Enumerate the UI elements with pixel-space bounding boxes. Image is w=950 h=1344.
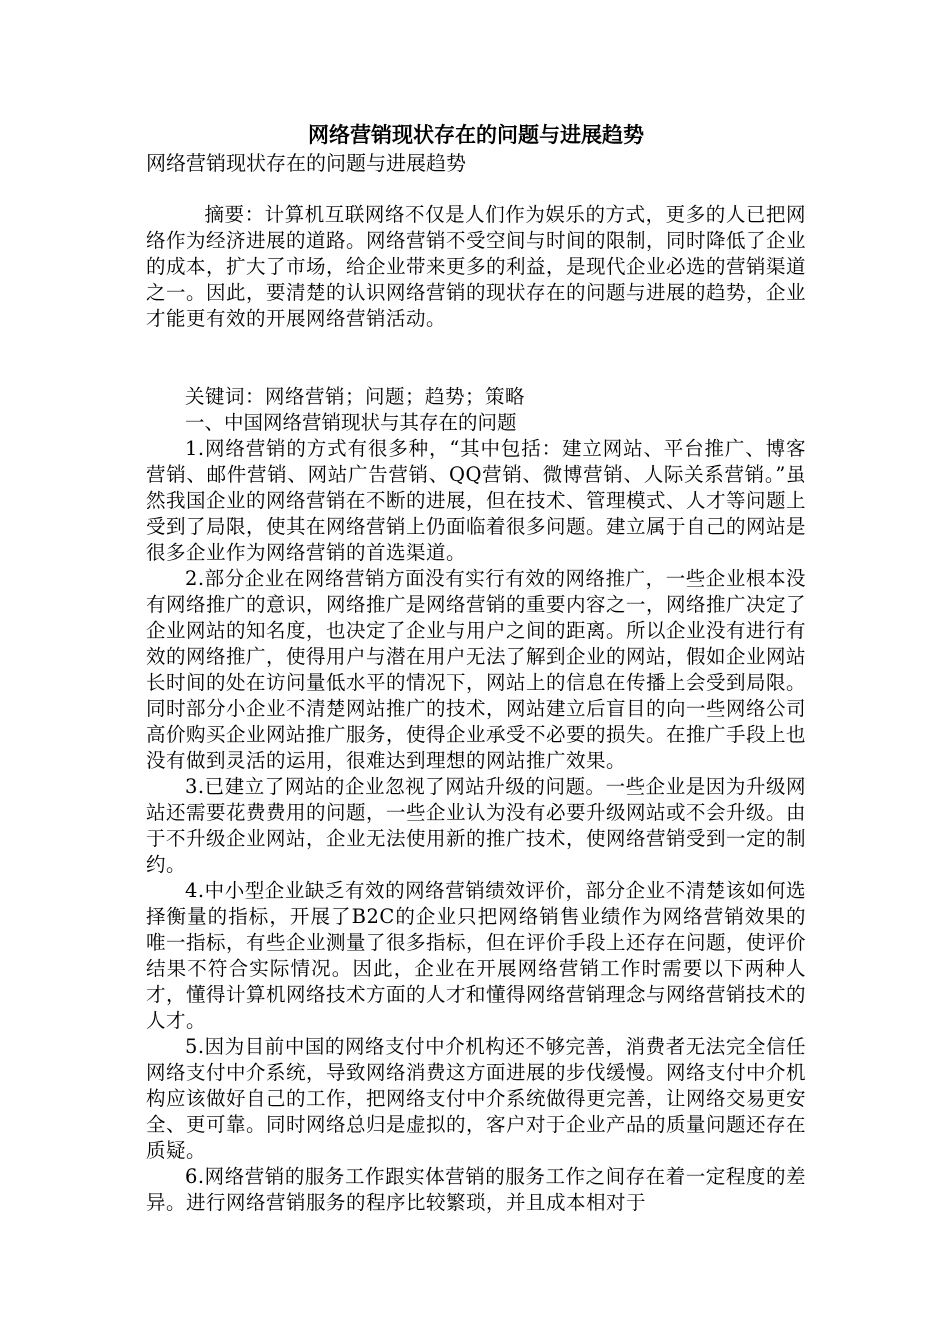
- body-paragraph-5: 5.因为目前中国的网络支付中介机构还不够完善，消费者无法完全信任网络支付中介系统，导致网络消费这方面进展的步伐缓慢。网络支付中介机构应该做好自己的工作，把网络支付中介系统做得更完善，让网络交易更安全、更可靠。同时网络总归是虚拟的，客户对于企业产品的质量问题还存在质疑。: [146, 1035, 807, 1162]
- body-paragraph-6: 6.网络营销的服务工作跟实体营销的服务工作之间存在着一定程度的差异。进行网络营销服务的程序比较繁琐，并且成本相对于: [146, 1165, 806, 1214]
- body-paragraph-3: 3.已建立了网站的企业忽视了网站升级的问题。一些企业是因为升级网站还需要花费费用的问题，一些企业认为没有必要升级网站或不会升级。由于不升级企业网站，企业无法使用新的推广技术，使网络营销受到一定的制约。: [146, 775, 807, 876]
- document-page: [146, 120, 806, 1216]
- keywords-line: 关键词：网络营销；问题；趋势；策略: [185, 385, 526, 408]
- section-heading-1: 一、中国网络营销现状与其存在的问题: [185, 411, 517, 434]
- body-paragraph-4: 4.中小型企业缺乏有效的网络营销绩效评价，部分企业不清楚该如何选择衡量的指标，开展了B2C的企业只把网络销售业绩作为网络营销效果的唯一指标，有些企业测量了很多指标，但在评价手段上还存在问题，使评价结果不符合实际情况。因此，企业在开展网络营销工作时需要以下两种人才，懂得计算机网络技术方面的人才和懂得网络营销理念与网络营销技术的人才。: [146, 879, 807, 1032]
- body-paragraph-1: 1.网络营销的方式有很多种，“其中包括：建立网站、平台推广、博客营销、邮件营销、网站广告营销、QQ营销、微博营销、人际关系营销。”虽然我国企业的网络营销在不断的进展，但在技术、管理模式、人才等问题上受到了局限，使其在网络营销上仍面临着很多问题。建立属于自己的网站是很多企业作为网络营销的首选渠道。: [146, 437, 807, 564]
- body-paragraph-2: 2.部分企业在网络营销方面没有实行有效的网络推广，一些企业根本没有网络推广的意识，网络推广是网络营销的重要内容之一，网络推广决定了企业网站的知名度，也决定了企业与用户之间的距离。所以企业没有进行有效的网络推广，使得用户与潜在用户无法了解到企业的网站，假如企业网站长时间的处在访问量低水平的情况下，网站上的信息在传播上会受到局限。同时部分小企业不清楚网站推广的技术，网站建立后盲目的向一些网络公司高价购买企业网站推广服务，使得企业承受不必要的损失。在推广手段上也没有做到灵活的运用，很难达到理想的网站推广效果。: [146, 567, 807, 772]
- abstract-paragraph: 摘要：计算机互联网络不仅是人们作为娱乐的方式，更多的人已把网络作为经济进展的道路。网络营销不受空间与时间的限制，同时降低了企业的成本，扩大了市场，给企业带来更多的利益，是现代企业必选的营销渠道之一。因此，要清楚的认识网络营销的现状存在的问题与进展的趋势，企业才能更有效的开展网络营销活动。: [146, 203, 807, 330]
- document-subtitle: 网络营销现状存在的问题与进展趋势: [146, 151, 466, 175]
- document-title: 网络营销现状存在的问题与进展趋势: [308, 122, 644, 147]
